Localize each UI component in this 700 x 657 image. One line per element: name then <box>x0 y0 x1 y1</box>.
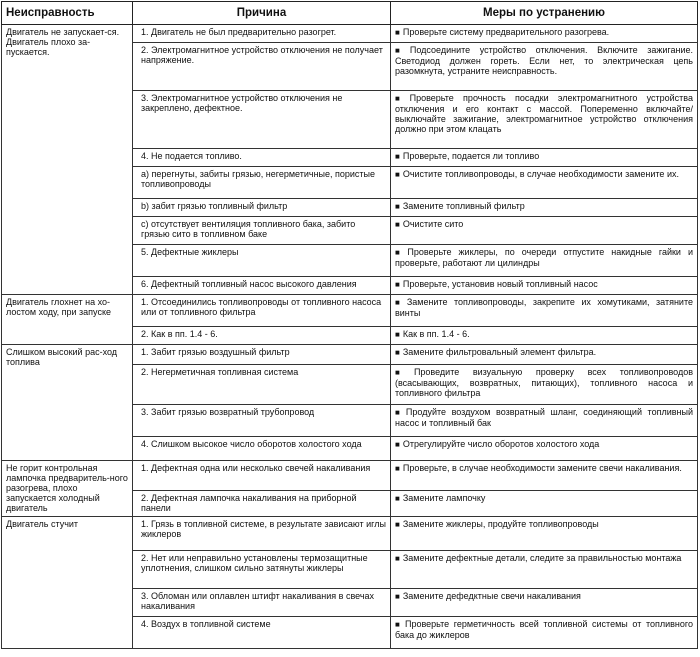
cause-cell: 1. Забит грязью воздушный фильтр <box>133 345 391 365</box>
table-row <box>2 295 698 327</box>
table-row <box>2 461 698 491</box>
cause-cell: 1. Дефектная одна или несколько свечей накаливания <box>133 461 391 491</box>
bullet-icon: ■ <box>395 220 400 229</box>
fix-cell <box>391 217 698 245</box>
fix-text: Проверьте, подается ли топливо <box>402 151 540 161</box>
cause-cell: а) перегнуты, забиты грязью, негерметичные, пористые топливопроводы <box>133 167 391 199</box>
fix-cell <box>391 437 698 461</box>
cause-cell: 1. Грязь в топливной системе, в результате зависают иглы жиклеров <box>133 517 391 551</box>
fault-cell: Двигатель глохнет на хо-лостом ходу, при запуске <box>2 295 133 345</box>
header-fault: Неисправность <box>2 2 133 25</box>
bullet-icon: ■ <box>395 248 405 257</box>
fix-cell <box>391 245 698 277</box>
bullet-icon: ■ <box>395 202 400 211</box>
fix-cell <box>391 25 698 43</box>
fix-text: Очистите топливопроводы, в случае необходимости замените их. <box>402 169 679 179</box>
cause-cell: 2. Как в пп. 1.4 - 6. <box>133 327 391 345</box>
fix-text: Подсоедините устройство отключения. Включите зажигание. Светодиод должен гореть. Если нет, то электрическая цепь разомкнута, устраните неисправность. <box>395 45 693 76</box>
bullet-icon: ■ <box>395 170 400 179</box>
fault-cell: Не горит контрольная лампочка предваритель-ного разогрева, плохо запускается холодный двигатель <box>2 461 133 517</box>
fix-text: Проверьте систему предварительного разогрева. <box>402 27 610 37</box>
bullet-icon: ■ <box>395 298 404 307</box>
cause-cell: с) отсутствует вентиляция топливного бака, забито грязью сито в топливном баке <box>133 217 391 245</box>
cause-cell: 3. Забит грязью возвратный трубопровод <box>133 405 391 437</box>
fix-cell <box>391 167 698 199</box>
cause-cell: b) забит грязью топливный фильтр <box>133 199 391 217</box>
fix-text: Замените топливопроводы, закрепите их хомутиками, затяните винты <box>395 297 693 318</box>
bullet-icon: ■ <box>395 494 400 503</box>
bullet-icon: ■ <box>395 368 411 377</box>
fix-text: Проведите визуальную проверку всех топливопроводов (всасывающих, возвратных, питающих), топливного насоса и топливного фильтра <box>395 367 693 398</box>
cause-cell: 6. Дефектный топливный насос высокого давления <box>133 277 391 295</box>
fix-cell <box>391 461 698 491</box>
bullet-icon: ■ <box>395 152 400 161</box>
fix-text: Как в пп. 1.4 - 6. <box>402 329 470 339</box>
fix-text: Замените лампочку <box>402 493 486 503</box>
bullet-icon: ■ <box>395 330 400 339</box>
bullet-icon: ■ <box>395 28 400 37</box>
fix-cell <box>391 517 698 551</box>
table-row <box>2 25 698 43</box>
fix-cell <box>391 491 698 517</box>
table-body <box>2 25 698 649</box>
fix-cell <box>391 277 698 295</box>
bullet-icon: ■ <box>395 280 400 289</box>
cause-cell: 2. Электромагнитное устройство отключения не получает напряжение. <box>133 43 391 91</box>
cause-cell: 4. Слишком высокое число оборотов холостого хода <box>133 437 391 461</box>
cause-cell: 1. Двигатель не был предварительно разогрет. <box>133 25 391 43</box>
fix-cell <box>391 149 698 167</box>
header-row <box>2 2 698 25</box>
bullet-icon: ■ <box>395 408 403 417</box>
fix-cell <box>391 199 698 217</box>
fix-cell <box>391 365 698 405</box>
cause-cell: 2. Нет или неправильно установлены термозащитные уплотнения, слишком сильно затянуты жиклеры <box>133 551 391 589</box>
fix-text: Очистите сито <box>402 219 464 229</box>
fix-cell <box>391 91 698 149</box>
cause-cell: 3. Обломан или оплавлен штифт накаливания в свечах накаливания <box>133 589 391 617</box>
bullet-icon: ■ <box>395 440 400 449</box>
fix-cell <box>391 617 698 649</box>
bullet-icon: ■ <box>395 464 400 473</box>
table-row <box>2 517 698 551</box>
fix-cell <box>391 43 698 91</box>
fix-text: Проверьте герметичность всей топливной системы от топливного бака до жиклеров <box>395 619 693 640</box>
bullet-icon: ■ <box>395 46 407 55</box>
fix-text: Замените дефедктные свечи накаливания <box>402 591 581 601</box>
cause-cell: 2. Негерметичная топливная система <box>133 365 391 405</box>
fix-text: Отрегулируйте число оборотов холостого хода <box>402 439 600 449</box>
header-fix: Меры по устранению <box>391 2 698 25</box>
fix-cell <box>391 295 698 327</box>
cause-cell: 2. Дефектная лампочка накаливания на приборной панели <box>133 491 391 517</box>
fix-text: Замените топливный фильтр <box>402 201 525 211</box>
table-row <box>2 345 698 365</box>
fix-text: Проверьте прочность посадки электромагнитного устройства отключения и его контакт с массой. Попеременно включайте/выключайте зажигание, электромагнитное устройство отключения должно при этом клацать <box>395 93 693 134</box>
fault-cell: Двигатель стучит <box>2 517 133 649</box>
fix-text: Проверьте, в случае необходимости замените свечи накаливания. <box>402 463 682 473</box>
bullet-icon: ■ <box>395 348 400 357</box>
fix-cell <box>391 551 698 589</box>
troubleshooting-table <box>1 1 698 649</box>
fault-cell: Двигатель не запускает-ся. Двигатель плохо за-пускается. <box>2 25 133 295</box>
fix-text: Проверьте, установив новый топливный насос <box>402 279 598 289</box>
bullet-icon: ■ <box>395 94 407 103</box>
fix-text: Замените дефектные детали, следите за правильностью монтажа <box>402 553 682 563</box>
cause-cell: 4. Не подается топливо. <box>133 149 391 167</box>
cause-cell: 3. Электромагнитное устройство отключения не закреплено, дефектное. <box>133 91 391 149</box>
cause-cell: 5. Дефектные жиклеры <box>133 245 391 277</box>
cause-cell: 4. Воздух в топливной системе <box>133 617 391 649</box>
bullet-icon: ■ <box>395 592 400 601</box>
fix-cell <box>391 327 698 345</box>
header-cause: Причина <box>133 2 391 25</box>
fix-text: Замените жиклеры, продуйте топливопроводы <box>402 519 599 529</box>
bullet-icon: ■ <box>395 520 400 529</box>
fault-cell: Слишком высокий рас-ход топлива <box>2 345 133 461</box>
fix-text: Продуйте воздухом возвратный шланг, соединяющий топливный насос и топливный бак <box>395 407 693 428</box>
fix-cell <box>391 405 698 437</box>
fix-cell <box>391 589 698 617</box>
bullet-icon: ■ <box>395 554 400 563</box>
fix-cell <box>391 345 698 365</box>
cause-cell: 1. Отсоединились топливопроводы от топливного насоса или от топливного фильтра <box>133 295 391 327</box>
bullet-icon: ■ <box>395 620 402 629</box>
fix-text: Проверьте жиклеры, по очереди отпустите накидные гайки и проверьте, работают ли цилиндры <box>395 247 693 268</box>
fix-text: Замените фильтровальный элемент фильтра. <box>402 347 597 357</box>
